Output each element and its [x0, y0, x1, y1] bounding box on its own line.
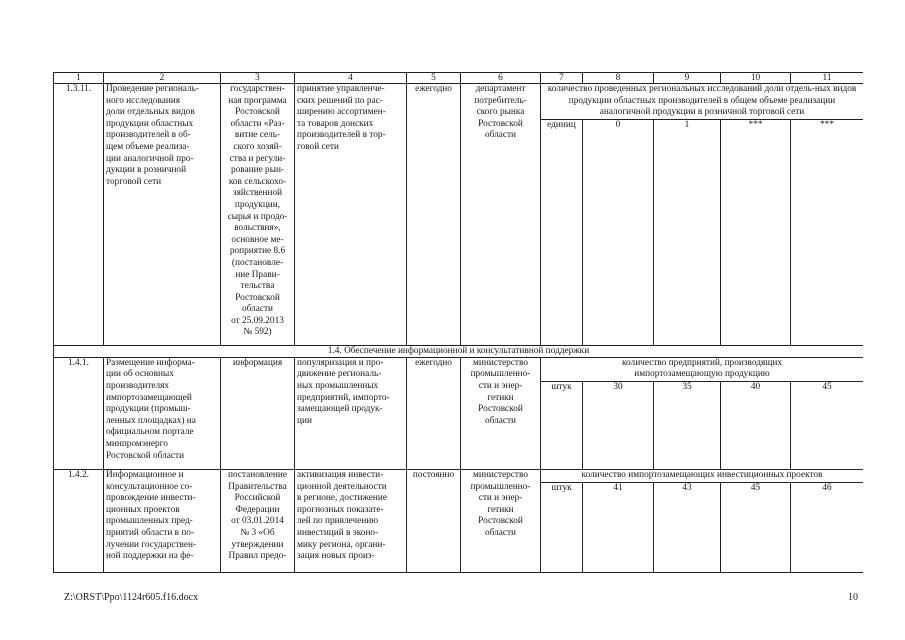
cell-line: государствен- — [230, 84, 285, 94]
header-cell: 9 — [654, 73, 721, 84]
table-row-1-4-1 — [54, 357, 864, 381]
periodicity: постоянно — [407, 469, 461, 572]
expected-result — [295, 357, 407, 469]
value-2017: *** — [791, 119, 864, 345]
cell-line: гетики — [487, 392, 514, 403]
section-title: 1.4. Обеспечение информационной и консультативной поддержки — [54, 345, 864, 357]
item-number: 1.4.2. — [54, 469, 104, 572]
cell-line: провождение инвести- — [106, 493, 196, 504]
footer-page-number: 10 — [848, 592, 858, 603]
cell-line: министерство — [473, 469, 528, 480]
cell-line: сти и энер- — [478, 493, 523, 504]
footer-file-path: Z:\ORST\Ppo\1124r605.f16.docx — [64, 592, 199, 603]
cell-line: щем объеме реализа- — [106, 141, 190, 152]
cell-line: департамент — [475, 84, 526, 94]
cell-line: от 25.09.2013 — [231, 315, 284, 326]
cell-line: продукции, — [234, 199, 281, 210]
cell-line: приятий области в по- — [106, 527, 195, 538]
cell-line: предприятий, импорто- — [297, 392, 390, 403]
indicator-name — [541, 357, 864, 381]
expected-result — [295, 84, 407, 346]
header-cell: 4 — [295, 73, 407, 84]
cell-line: производителей в тор- — [297, 130, 386, 141]
cell-line: рование рын- — [230, 165, 285, 176]
cell-line: зяйственной — [232, 188, 283, 199]
cell-line: тельства — [240, 281, 275, 292]
cell-line: роприятие 8.6 — [229, 246, 286, 257]
cell-line: ции об основных — [106, 369, 174, 380]
cell-line: области — [484, 130, 517, 141]
cell-line: Правительства — [228, 481, 287, 492]
cell-line: Ростовской — [235, 292, 280, 303]
cell-line: № 592) — [243, 327, 272, 338]
cell-line: ная программа — [228, 95, 287, 106]
program-table — [53, 72, 863, 573]
cell-line: постановление — [227, 469, 288, 480]
cell-line: принятие управленче- — [297, 84, 385, 94]
expected-result — [295, 469, 407, 572]
cell-line: минпромэнерго — [106, 438, 168, 449]
cell-line: ства и регули- — [229, 153, 286, 164]
cell-line: ного исследования — [106, 95, 181, 106]
cell-line: в регионе, достижение — [297, 493, 387, 504]
activity-name — [104, 357, 221, 469]
header-cell: 10 — [721, 73, 791, 84]
legal-basis — [221, 469, 295, 572]
cell-line: ского хозяй- — [233, 141, 282, 152]
cell-line: говой сети — [297, 141, 339, 152]
cell-line: лей по привлечению — [297, 516, 379, 527]
cell-line: министерство — [473, 357, 528, 368]
cell-line: популяризация и про- — [297, 357, 384, 368]
cell-line: Правил предо- — [228, 551, 287, 562]
cell-line: ков сельскохо- — [228, 176, 287, 187]
cell-line: доли отдельных видов — [106, 107, 195, 118]
periodicity: ежегодно — [407, 84, 461, 346]
cell-line: продукции областных — [106, 118, 194, 129]
legal-basis: информация — [221, 357, 295, 469]
unit-cell: единиц — [541, 119, 583, 345]
value-2015: 1 — [654, 119, 721, 345]
cell-line: ных промышленных — [297, 380, 379, 391]
cell-line: ции аналогичной про- — [106, 153, 194, 164]
unit-cell: штук — [541, 482, 583, 572]
value-2015: 35 — [654, 381, 721, 469]
responsible-body — [461, 469, 541, 572]
cell-line: потребитель- — [474, 95, 527, 106]
cell-line: ционных проектов — [106, 504, 180, 515]
cell-line: основное ме- — [231, 234, 284, 245]
value-2017: 46 — [791, 482, 864, 572]
cell-line: ционной деятельности — [297, 481, 387, 492]
indicator-name: количество импортозамещающих инвестиционных проектов — [541, 469, 864, 482]
cell-line: ной поддержки на фе- — [106, 551, 194, 562]
cell-line: утверждении — [231, 539, 284, 550]
cell-line: № 3 «Об — [240, 527, 275, 538]
cell-line: Информационное и — [106, 469, 184, 480]
table-row-1-3-11 — [54, 84, 864, 120]
item-number: 1.3.11. — [54, 84, 104, 346]
cell-line: Ростовской — [478, 404, 523, 415]
value-2014: 0 — [583, 119, 654, 345]
item-number: 1.4.1. — [54, 357, 104, 469]
value-2016: 40 — [721, 381, 791, 469]
cell-line: промышленно- — [470, 369, 531, 380]
cell-line: (постановле- — [231, 257, 284, 268]
cell-line: замещающей продук- — [297, 404, 383, 415]
value-2017: 45 — [791, 381, 864, 469]
cell-line: промышленно- — [470, 481, 531, 492]
cell-line: импортозамещающую продукцию — [634, 369, 770, 380]
cell-line: вольствия», — [234, 223, 281, 234]
cell-line: ленных площадках) на — [106, 415, 196, 426]
header-cell: 11 — [791, 73, 864, 84]
header-cell: 5 — [407, 73, 461, 84]
cell-line: дукции в розничной — [106, 165, 187, 176]
cell-line: области — [484, 415, 517, 426]
value-2016: *** — [721, 119, 791, 345]
legal-basis — [221, 84, 295, 346]
table-row-1-4-2 — [54, 469, 864, 482]
cell-line: Российской — [234, 493, 281, 504]
cell-line: мику региона, органи- — [297, 539, 386, 550]
cell-line: производителей в об- — [106, 130, 191, 141]
header-cell: 3 — [221, 73, 295, 84]
cell-line: Ростовской — [235, 107, 280, 118]
responsible-body — [461, 84, 541, 346]
cell-line: производителях — [106, 380, 170, 391]
value-2014: 41 — [583, 482, 654, 572]
cell-line: торговой сети — [106, 176, 162, 187]
cell-line: ского рынка — [476, 107, 525, 118]
cell-line: импортозамещающей — [106, 392, 192, 403]
unit-cell: штук — [541, 381, 583, 469]
cell-line: области — [484, 527, 517, 538]
responsible-body — [461, 357, 541, 469]
cell-line: Размещение информа- — [106, 357, 195, 368]
cell-line: области — [241, 304, 274, 315]
header-cell: 6 — [461, 73, 541, 84]
cell-line: области «Раз- — [230, 118, 285, 129]
indicator-name: количество проведенных региональных исследований доли отдель-ных видов продукции областных производителей в общем объеме реализации аналогичной продукции в розничной торговой сети — [541, 84, 864, 120]
cell-line: от 03.01.2014 — [231, 516, 284, 527]
activity-name — [104, 469, 221, 572]
header-cell: 8 — [583, 73, 654, 84]
cell-line: сырья и продо- — [227, 211, 288, 222]
value-2016: 45 — [721, 482, 791, 572]
header-cell: 7 — [541, 73, 583, 84]
cell-line: гетики — [487, 504, 514, 515]
cell-line: Ростовской — [478, 516, 523, 527]
cell-line: промышленных пред- — [106, 516, 193, 527]
cell-line: Проведение региональ- — [106, 84, 199, 94]
periodicity: ежегодно — [407, 357, 461, 469]
header-row — [54, 73, 864, 84]
program-table-page — [53, 72, 863, 580]
cell-line: ширению ассортимен- — [297, 107, 386, 118]
cell-line: лучении государствен- — [106, 539, 197, 550]
cell-line: зация новых произ- — [297, 551, 375, 562]
cell-line: Ростовской — [478, 118, 523, 129]
header-cell: 1 — [54, 73, 104, 84]
cell-line: продукции (промыш- — [106, 404, 191, 415]
cell-line: официальном портале — [106, 427, 194, 438]
activity-name — [104, 84, 221, 346]
value-2015: 43 — [654, 482, 721, 572]
cell-line: витие сель- — [234, 130, 281, 141]
cell-line: ских решений по рас- — [297, 95, 383, 106]
cell-line: ции — [297, 415, 312, 426]
cell-line: прогнозных показате- — [297, 504, 384, 515]
value-2014: 30 — [583, 381, 654, 469]
cell-line: ние Прави- — [235, 269, 280, 280]
cell-line: Федерации — [235, 504, 280, 515]
section-row — [54, 345, 864, 357]
header-cell: 2 — [104, 73, 221, 84]
cell-line: инвестиций в эконо- — [297, 527, 379, 538]
cell-line: консультационное со- — [106, 481, 193, 492]
cell-line: количество предприятий, производящих — [621, 357, 783, 368]
cell-line: сти и энер- — [478, 380, 523, 391]
cell-line: та товаров донских — [297, 118, 374, 129]
cell-line: активизация инвести- — [297, 469, 384, 480]
cell-line: Ростовской области — [106, 450, 185, 461]
cell-line: движение региональ- — [297, 369, 382, 380]
